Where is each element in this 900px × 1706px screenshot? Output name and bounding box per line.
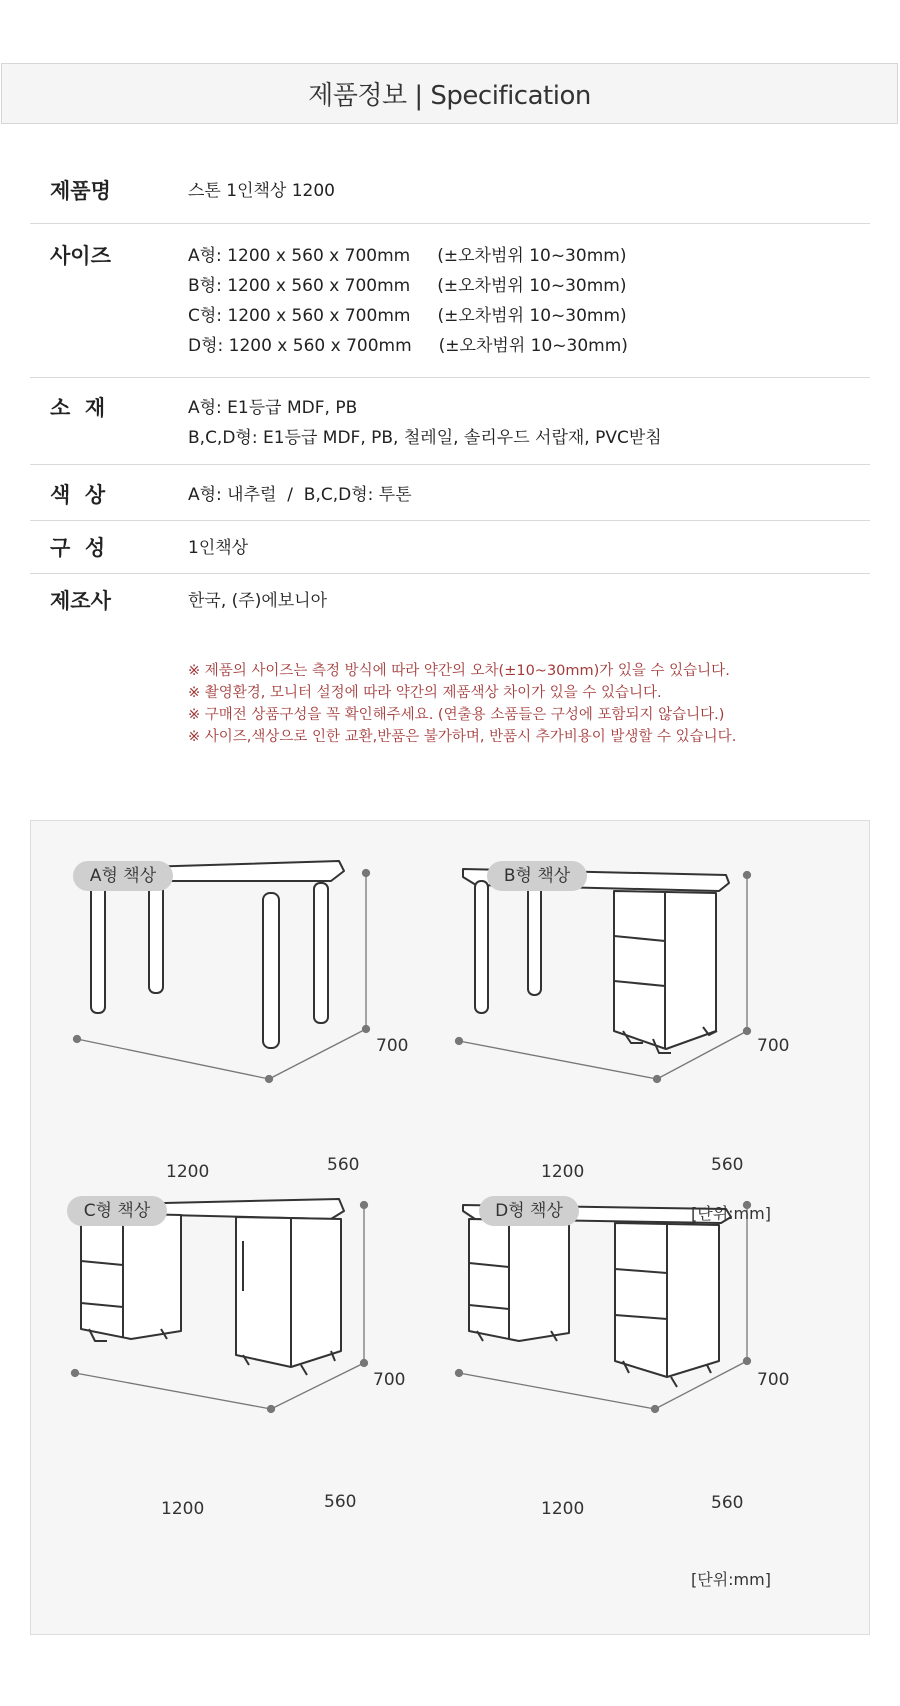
desk-a-depth: 560: [327, 1155, 360, 1175]
spec-line: B,C,D형: E1등급 MDF, PB, 철레일, 솔리우드 서랍재, PVC받침: [188, 428, 662, 448]
desk-a-height: 700: [376, 1036, 409, 1056]
spec-value: [188, 533, 870, 573]
desk-c-width: 1200: [161, 1499, 205, 1519]
notice-item: ※ 구매전 상품구성을 꼭 확인해주세요. (연출용 소품들은 구성에 포함되지 않습니다.): [188, 707, 725, 723]
spec-row-color: [30, 465, 870, 521]
desk-d-depth: 560: [711, 1493, 744, 1513]
spec-row-size: [30, 224, 870, 378]
spec-line: C형: 1200 x 560 x 700mm (±오차범위 10~30mm): [188, 306, 627, 326]
spec-value: [188, 480, 870, 520]
spec-row-manufacturer: [30, 574, 870, 644]
spec-value: [188, 586, 870, 644]
desk-b-height: 700: [757, 1036, 790, 1056]
spec-value: [188, 241, 870, 377]
spec-line: 스톤 1인책상 1200: [188, 181, 335, 201]
desk-a-label: A형 책상: [73, 861, 173, 891]
desk-a-width: 1200: [166, 1162, 210, 1182]
spec-line: A형: E1등급 MDF, PB: [188, 398, 358, 418]
notice-item: ※ 촬영환경, 모니터 설정에 따라 약간의 제품색상 차이가 있을 수 있습니다.: [188, 685, 662, 701]
spec-line: D형: 1200 x 560 x 700mm (±오차범위 10~30mm): [188, 336, 628, 356]
spec-line: 1인책상: [188, 538, 249, 558]
spec-label: 제품명: [50, 179, 111, 203]
spec-value: [188, 393, 870, 464]
desk-b-drawing: [463, 869, 729, 1053]
desk-d-height: 700: [757, 1370, 790, 1390]
spec-value: [188, 176, 870, 223]
spec-line: A형: 내추럴 / B,C,D형: 투톤: [188, 485, 412, 505]
desk-d-label: D형 책상: [479, 1196, 579, 1226]
notice-list: [188, 660, 878, 748]
unit-label-top: [단위:mm]: [691, 1204, 771, 1223]
spec-label: 구 성: [50, 536, 106, 560]
spec-label: 소 재: [50, 396, 106, 420]
desk-b-width: 1200: [541, 1162, 585, 1182]
spec-line: B형: 1200 x 560 x 700mm (±오차범위 10~30mm): [188, 276, 627, 296]
spec-label: 사이즈: [50, 244, 111, 268]
spec-line: 한국, (주)에보니아: [188, 591, 328, 611]
spec-label: 제조사: [50, 589, 111, 613]
spec-row-material: [30, 378, 870, 465]
desk-drawings: [31, 821, 871, 1636]
notice-item: ※ 사이즈,색상으로 인한 교환,반품은 불가하며, 반품시 추가비용이 발생할 수 있습니다.: [188, 729, 737, 745]
spec-row-product-name: [30, 160, 870, 224]
desk-c-depth: 560: [324, 1492, 357, 1512]
desk-c-label: C형 책상: [67, 1196, 167, 1226]
page-title: 제품정보 | Specification: [308, 81, 591, 111]
unit-label-bottom: [단위:mm]: [691, 1570, 771, 1589]
spec-line: A형: 1200 x 560 x 700mm (±오차범위 10~30mm): [188, 246, 627, 266]
spec-table: [30, 160, 870, 644]
dimension-diagram-panel: [30, 820, 870, 1635]
desk-d-width: 1200: [541, 1499, 585, 1519]
desk-d-drawing: [463, 1205, 731, 1387]
spec-label: 색 상: [50, 483, 106, 507]
desk-b-label: B형 책상: [487, 861, 587, 891]
spec-header: [1, 63, 898, 124]
desk-b-depth: 560: [711, 1155, 744, 1175]
desk-c-height: 700: [373, 1370, 406, 1390]
spec-row-composition: [30, 521, 870, 574]
notice-item: ※ 제품의 사이즈는 측정 방식에 따라 약간의 오차(±10~30mm)가 있을 수 있습니다.: [188, 663, 730, 679]
